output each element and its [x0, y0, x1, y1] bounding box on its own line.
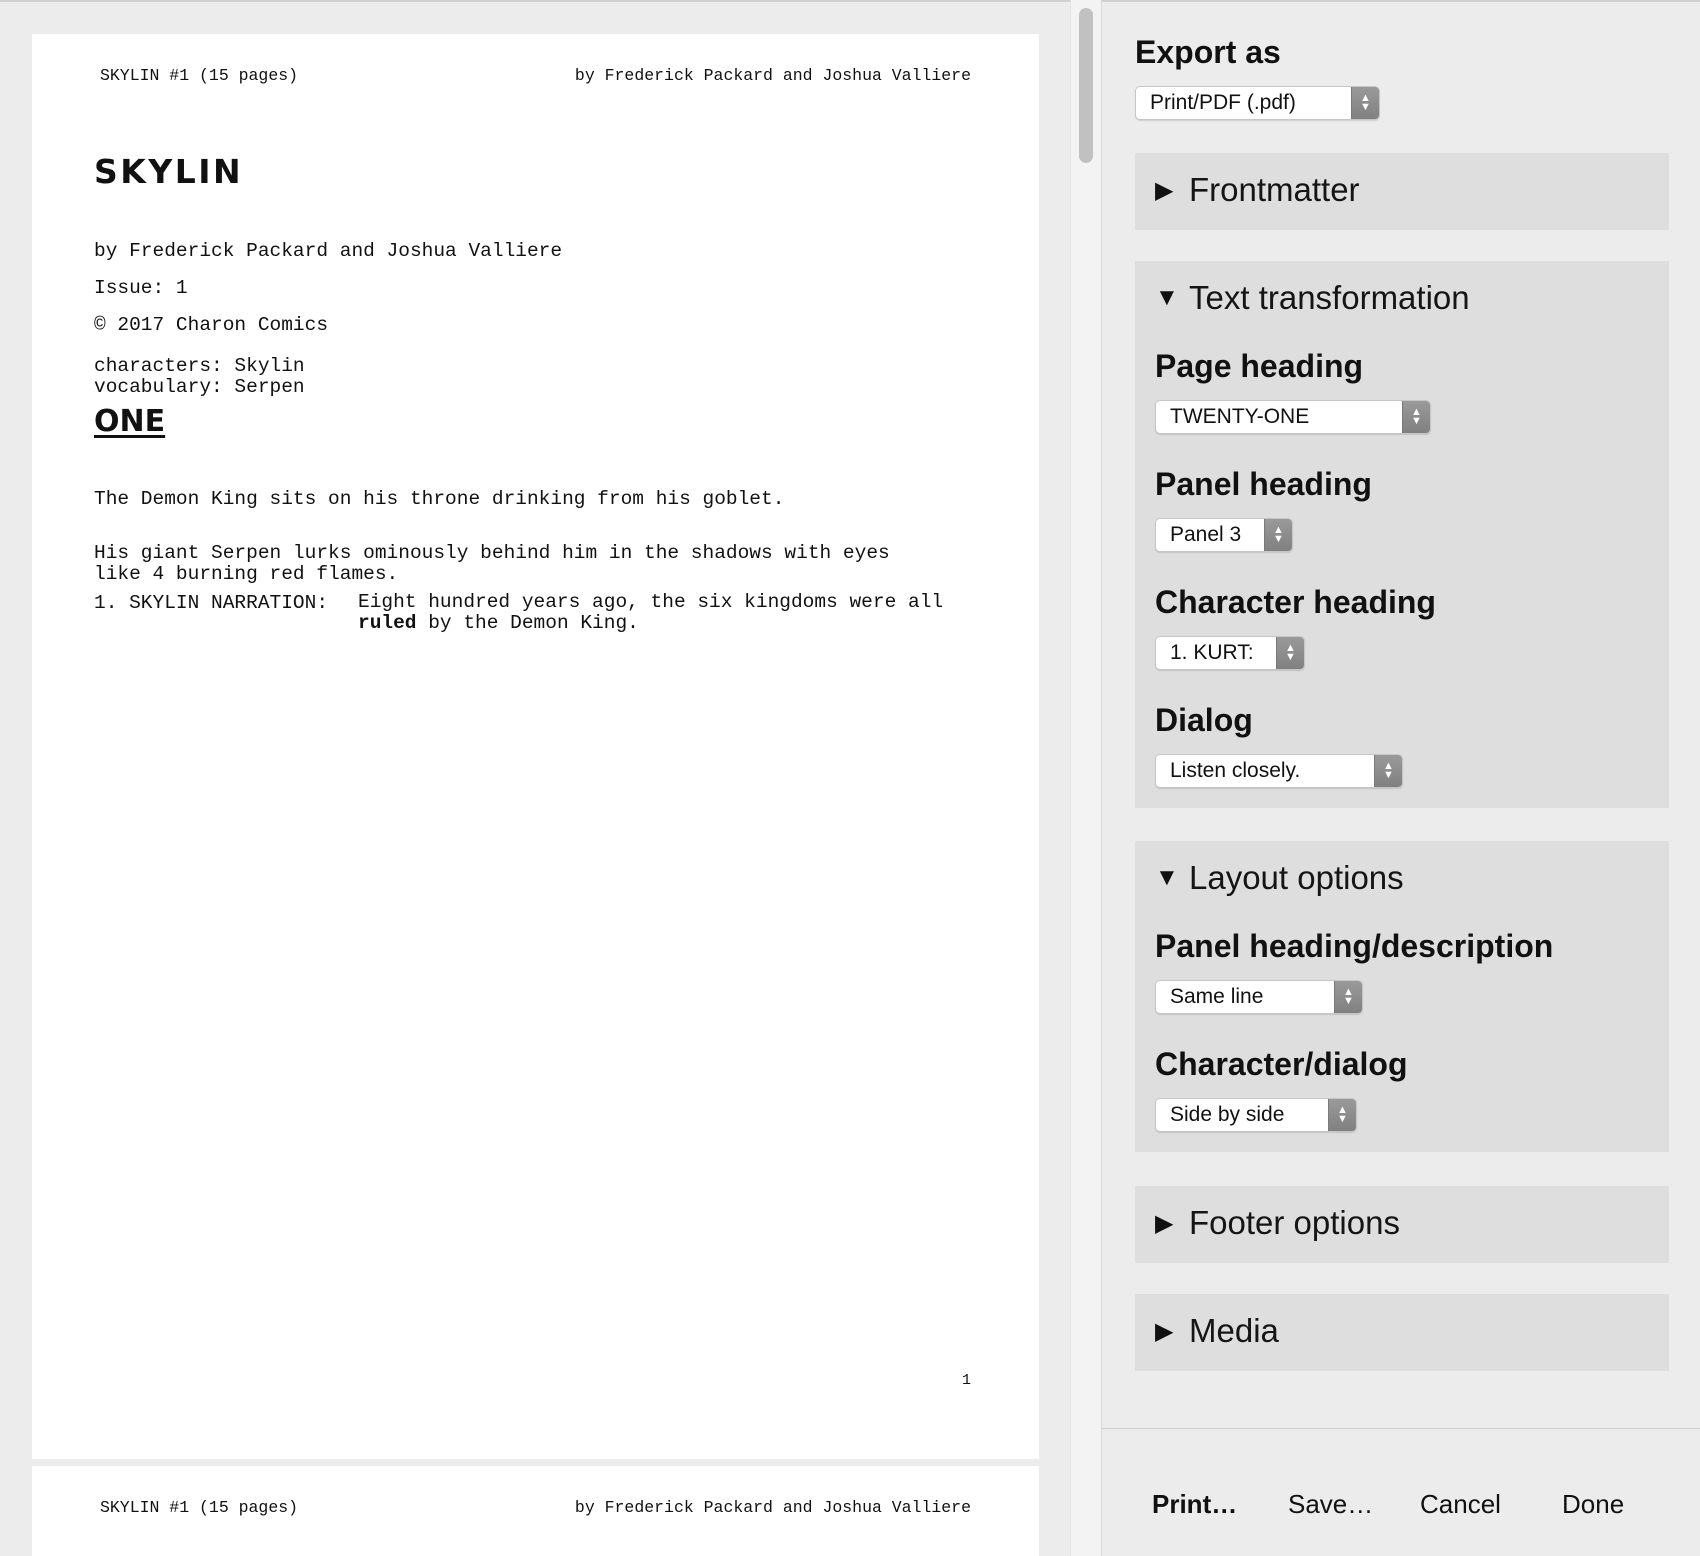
print-button[interactable]: Print…	[1152, 1489, 1238, 1519]
up-down-chevron-icon: ▲ ▼	[1374, 755, 1402, 787]
character-dialog-select[interactable]	[1155, 1098, 1357, 1132]
triangle-down-icon: ▼	[1155, 284, 1179, 311]
narration-line-1: Eight hundred years ago, the six kingdoms were all	[358, 591, 944, 613]
panel-heading-label: Panel heading	[1155, 466, 1372, 502]
triangle-right-icon: ▶	[1155, 176, 1174, 204]
running-header-authors: by Frederick Packard and Joshua Valliere	[574, 1498, 971, 1517]
triangle-right-icon: ▶	[1155, 1209, 1174, 1237]
document-byline: by Frederick Packard and Joshua Valliere	[94, 240, 563, 262]
text-transformation-section	[1135, 261, 1669, 808]
export-as-label: Export as	[1135, 34, 1281, 70]
up-down-chevron-icon: ▲ ▼	[1276, 637, 1304, 669]
export-options-panel	[1102, 0, 1700, 1556]
text-transformation-title: Text transformation	[1189, 279, 1470, 316]
text-transformation-toggle[interactable]	[1155, 279, 1470, 317]
page-number: 1	[961, 1372, 971, 1389]
character-heading-label: Character heading	[1155, 584, 1436, 620]
narration-character: 1. SKYLIN NARRATION:	[94, 592, 329, 614]
running-header-title: SKYLIN #1 (15 pages)	[100, 66, 299, 85]
export-format-value: Print/PDF (.pdf)	[1150, 91, 1296, 114]
page-heading: ONE	[94, 404, 166, 439]
character-heading-value: 1. KURT:	[1170, 641, 1254, 664]
up-down-chevron-icon: ▲ ▼	[1334, 981, 1362, 1013]
footer-options-section	[1135, 1186, 1669, 1263]
frontmatter-toggle[interactable]	[1155, 171, 1360, 209]
media-section	[1135, 1294, 1669, 1371]
character-dialog-value: Side by side	[1170, 1103, 1285, 1126]
cancel-button[interactable]: Cancel	[1420, 1489, 1501, 1519]
preview-scrollbar-thumb[interactable]	[1079, 8, 1093, 163]
running-header-authors: by Frederick Packard and Joshua Valliere	[574, 66, 971, 85]
footer-options-title: Footer options	[1189, 1204, 1400, 1241]
character-heading-select[interactable]	[1155, 636, 1305, 670]
footer-options-toggle[interactable]	[1155, 1204, 1400, 1242]
page-heading-label: Page heading	[1155, 348, 1364, 384]
dialog-value: Listen closely.	[1170, 759, 1301, 782]
page-heading-value: TWENTY-ONE	[1170, 405, 1310, 428]
running-header	[100, 1498, 971, 1517]
narration-line-2	[358, 613, 998, 634]
layout-options-title: Layout options	[1189, 859, 1404, 896]
frontmatter-title: Frontmatter	[1189, 171, 1360, 208]
issue-line: Issue: 1	[94, 277, 188, 299]
export-format-select[interactable]	[1135, 86, 1380, 120]
panel-description-2-line-2: like 4 burning red flames.	[94, 563, 399, 585]
page-heading-select[interactable]	[1155, 400, 1431, 434]
layout-options-toggle[interactable]	[1155, 859, 1404, 897]
done-button[interactable]: Done	[1562, 1489, 1625, 1519]
narration-bold-word: ruled	[358, 612, 417, 634]
frontmatter-section	[1135, 153, 1669, 230]
media-toggle[interactable]	[1155, 1312, 1279, 1350]
panel-description-2-line-1: His giant Serpen lurks ominously behind him in the shadows with eyes	[94, 542, 890, 564]
triangle-down-icon: ▼	[1155, 864, 1179, 891]
panel-description: The Demon King sits on his throne drinking from his goblet.	[94, 488, 785, 510]
layout-options-section	[1135, 841, 1669, 1152]
preview-page-1	[32, 34, 1039, 1459]
media-title: Media	[1189, 1312, 1279, 1349]
character-dialog-label: Character/dialog	[1155, 1046, 1408, 1082]
dialog-footer	[1102, 1428, 1700, 1556]
save-button[interactable]: Save…	[1288, 1489, 1374, 1519]
panel-heading-value: Panel 3	[1170, 523, 1242, 546]
dialog-label: Dialog	[1155, 702, 1253, 738]
document-title: SKYLIN	[94, 152, 244, 191]
panel-heading-description-value: Same line	[1170, 985, 1264, 1008]
vocabulary-line: vocabulary: Serpen	[94, 376, 305, 398]
characters-line: characters: Skylin	[94, 355, 305, 377]
narration-dialog	[358, 592, 998, 634]
preview-scrollbar[interactable]	[1070, 0, 1102, 1556]
panel-heading-select[interactable]	[1155, 518, 1293, 552]
panel-heading-description-select[interactable]	[1155, 980, 1363, 1014]
dialog-select[interactable]	[1155, 754, 1403, 788]
up-down-chevron-icon: ▲ ▼	[1351, 87, 1379, 119]
panel-heading-description-label: Panel heading/description	[1155, 928, 1554, 964]
copyright-line: © 2017 Charon Comics	[94, 314, 329, 336]
up-down-chevron-icon: ▲ ▼	[1328, 1099, 1356, 1131]
up-down-chevron-icon: ▲ ▼	[1402, 401, 1430, 433]
triangle-right-icon: ▶	[1155, 1317, 1174, 1345]
preview-page-2	[32, 1466, 1039, 1556]
up-down-chevron-icon: ▲ ▼	[1264, 519, 1292, 551]
running-header-title: SKYLIN #1 (15 pages)	[100, 1498, 299, 1517]
narration-line-2-rest: by the Demon King.	[416, 612, 639, 634]
running-header	[100, 66, 971, 85]
